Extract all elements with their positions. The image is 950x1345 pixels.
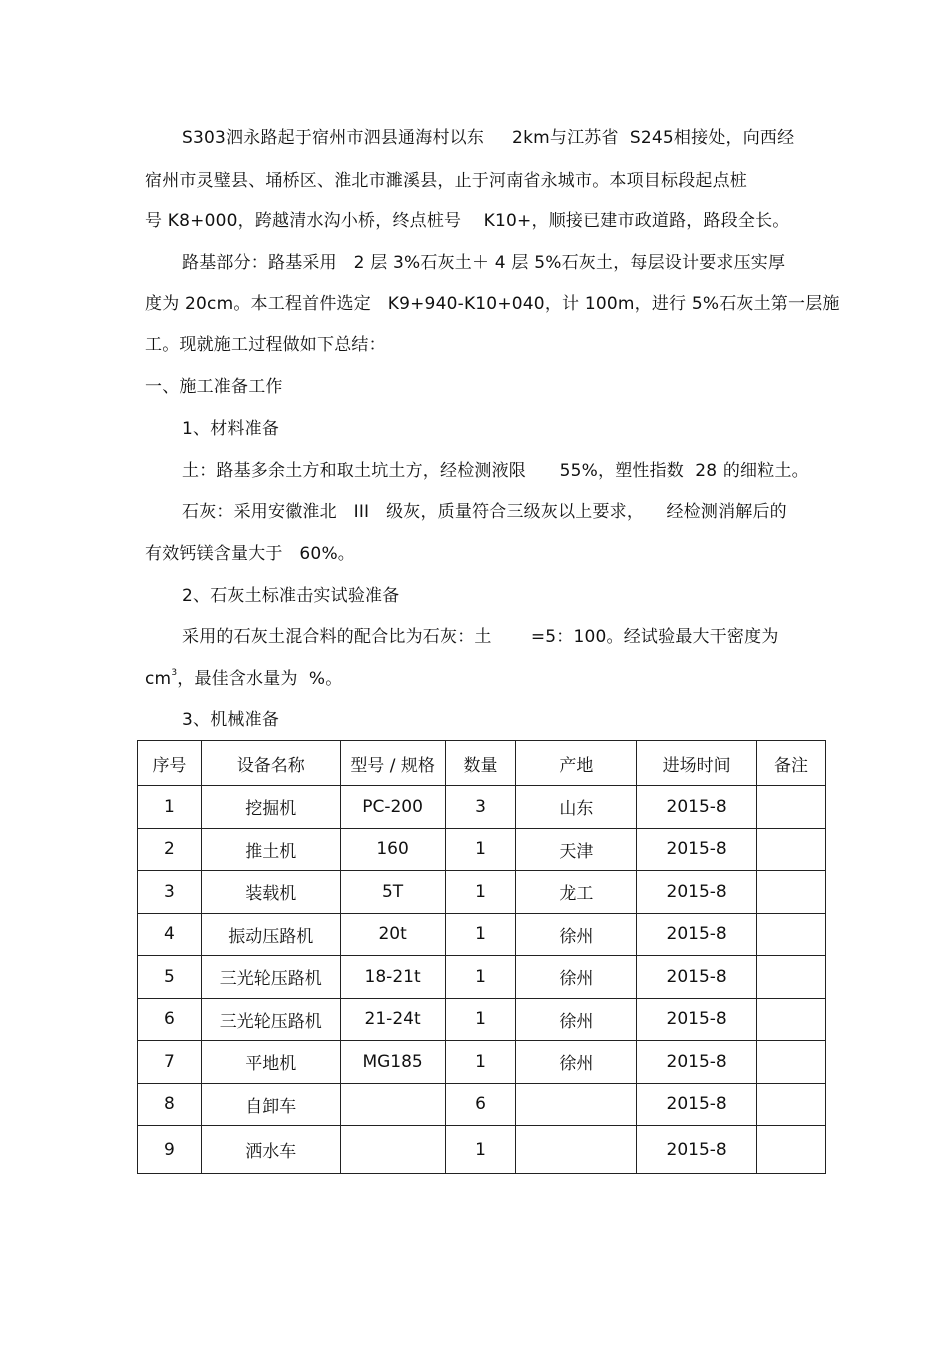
cell-origin: 天津 [516,828,637,871]
cell-quantity: 1 [445,956,516,999]
cell-entry-time: 2015-8 [637,956,757,999]
paragraph-lime-line-2: 有效钙镁含量大于 60%。 [145,544,355,564]
unit-cm: cm [145,669,172,689]
header-index: 序号 [138,741,202,786]
cell-equipment-name: 平地机 [201,1041,340,1084]
cell-entry-time: 2015-8 [637,1041,757,1084]
cell-equipment-name: 挖掘机 [201,786,340,829]
cell-index: 1 [138,786,202,829]
table-row [138,871,826,914]
cell-index: 5 [138,956,202,999]
table-row [138,1041,826,1084]
cell-model: 160 [340,828,445,871]
cell-remarks [757,956,826,999]
table-row [138,1126,826,1174]
cell-model: 20t [340,913,445,956]
cell-index: 9 [138,1126,202,1174]
paragraph-intro-line-1: S303泗永路起于宿州市泗县通海村以东 2km与江苏省 S245相接处，向西经 [182,128,795,148]
paragraph-lime-line-1: 石灰：采用安徽淮北 III 级灰，质量符合三级灰以上要求， 经检测消解后的 [182,502,787,522]
header-equipment-name: 设备名称 [201,741,340,786]
cell-quantity: 1 [445,828,516,871]
table-row [138,828,826,871]
cell-quantity: 1 [445,871,516,914]
header-origin: 产地 [516,741,637,786]
cell-index: 2 [138,828,202,871]
unit-superscript: 3 [171,668,178,678]
table-row [138,998,826,1041]
table-row [138,1083,826,1126]
paragraph-roadbed-line-3: 工。现就施工过程做如下总结： [145,335,386,355]
machinery-table [137,740,826,1174]
cell-model: PC-200 [340,786,445,829]
cell-quantity: 6 [445,1083,516,1126]
cell-index: 7 [138,1041,202,1084]
table-row [138,956,826,999]
cell-quantity: 3 [445,786,516,829]
cell-origin: 徐州 [516,913,637,956]
cell-entry-time: 2015-8 [637,998,757,1041]
cell-remarks [757,786,826,829]
paragraph-soil: 土：路基多余土方和取土坑土方，经检测液限 55%，塑性指数 28 的细粒土。 [182,461,809,481]
subheading-materials: 1、材料准备 [182,419,280,439]
cell-quantity: 1 [445,913,516,956]
cell-origin [516,1126,637,1174]
cell-origin: 徐州 [516,998,637,1041]
cell-remarks [757,828,826,871]
cell-entry-time: 2015-8 [637,1126,757,1174]
cell-origin: 龙工 [516,871,637,914]
cell-index: 3 [138,871,202,914]
cell-origin [516,1083,637,1126]
cell-index: 4 [138,913,202,956]
cell-entry-time: 2015-8 [637,828,757,871]
paragraph-mix-line-2 [145,668,342,693]
section-heading-preparation: 一、施工准备工作 [145,377,283,397]
cell-equipment-name: 自卸车 [201,1083,340,1126]
cell-equipment-name: 装载机 [201,871,340,914]
subheading-machinery: 3、机械准备 [182,710,280,730]
paragraph-intro-line-3: 号 K8+000，跨越清水沟小桥，终点桩号 K10+，顺接已建市政道路，路段全长。 [145,211,790,231]
cell-quantity: 1 [445,1041,516,1084]
cell-model [340,1126,445,1174]
cell-equipment-name: 推土机 [201,828,340,871]
table-row [138,786,826,829]
cell-remarks [757,1041,826,1084]
cell-model [340,1083,445,1126]
subheading-compaction-test: 2、石灰土标准击实试验准备 [182,586,400,606]
header-model: 型号 / 规格 [340,741,445,786]
header-quantity: 数量 [445,741,516,786]
cell-entry-time: 2015-8 [637,871,757,914]
cell-remarks [757,1126,826,1174]
cell-model: 18-21t [340,956,445,999]
cell-entry-time: 2015-8 [637,1083,757,1126]
cell-remarks [757,871,826,914]
cell-index: 6 [138,998,202,1041]
paragraph-intro-line-2: 宿州市灵璧县、埇桥区、淮北市濉溪县，止于河南省永城市。本项目标段起点桩 [145,171,747,191]
cell-equipment-name: 振动压路机 [201,913,340,956]
cell-remarks [757,913,826,956]
cell-equipment-name: 洒水车 [201,1126,340,1174]
cell-origin: 山东 [516,786,637,829]
cell-origin: 徐州 [516,1041,637,1084]
paragraph-roadbed-line-2: 度为 20cm。本工程首件选定 K9+940-K10+040，计 100m，进行 5%石灰土第一层施 [145,294,840,314]
cell-remarks [757,998,826,1041]
cell-remarks [757,1083,826,1126]
moisture-text: ，最佳含水量为 %。 [177,669,343,689]
table-row [138,913,826,956]
paragraph-mix-line-1: 采用的石灰土混合料的配合比为石灰：土 =5：100。经试验最大干密度为 [182,627,779,647]
cell-quantity: 1 [445,1126,516,1174]
cell-entry-time: 2015-8 [637,786,757,829]
cell-model: 21-24t [340,998,445,1041]
paragraph-roadbed-line-1: 路基部分：路基采用 2 层 3%石灰土＋ 4 层 5%石灰土，每层设计要求压实厚 [182,253,786,273]
table-header-row [138,741,826,786]
cell-equipment-name: 三光轮压路机 [201,998,340,1041]
cell-quantity: 1 [445,998,516,1041]
header-remarks: 备注 [757,741,826,786]
cell-model: 5T [340,871,445,914]
cell-entry-time: 2015-8 [637,913,757,956]
cell-model: MG185 [340,1041,445,1084]
cell-origin: 徐州 [516,956,637,999]
header-entry-time: 进场时间 [637,741,757,786]
cell-equipment-name: 三光轮压路机 [201,956,340,999]
cell-index: 8 [138,1083,202,1126]
